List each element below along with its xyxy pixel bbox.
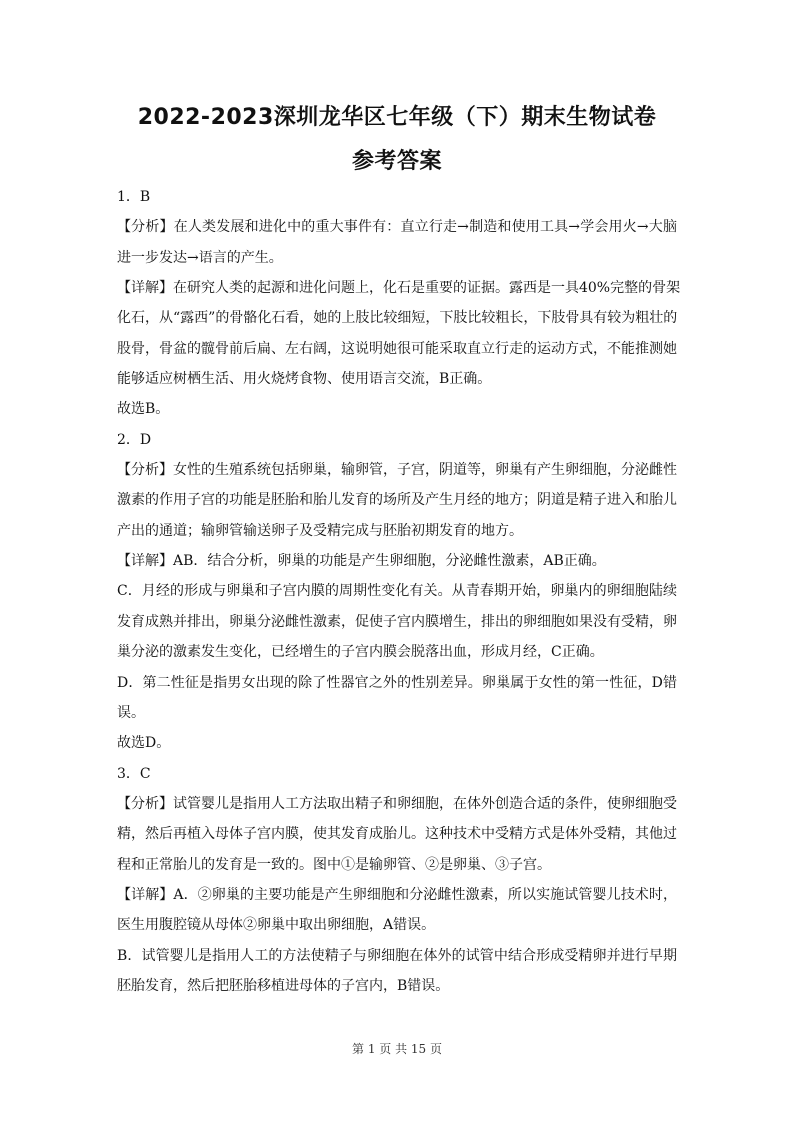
text-line: 【分析】女性的生殖系统包括卵巢，输卵管，子宫，阴道等，卵巢有产生卵细胞，分泌雌性	[117, 462, 677, 479]
text-line: 【分析】试管婴儿是指用人工方法取出精子和卵细胞，在体外创造合适的条件，使卵细胞受	[117, 795, 677, 812]
text-line: 发育成熟并排出，卵巢分泌雌性激素，促使子宫内膜增生，排出的卵细胞如果没有受精，卵	[117, 613, 677, 630]
text-line: B．试管婴儿是指用人工的方法使精子与卵细胞在体外的试管中结合形成受精卵并进行早期	[117, 947, 677, 964]
text-line: 精，然后再植入母体子宫内膜，使其发育成胎儿。这种技术中受精方式是体外受精，其他过	[117, 826, 677, 843]
page-subtitle: 参考答案	[351, 149, 442, 174]
text-line: 进一步发达→语言的产生。	[117, 249, 283, 266]
text-line: 胚胎发育，然后把胚胎移植进母体的子宫内，B错误。	[117, 977, 450, 994]
text-line: 1．B	[117, 189, 151, 205]
text-line: 2．D	[117, 431, 152, 448]
text-line: 股骨，骨盆的髋骨前后扁、左右阔，这说明她很可能采取直立行走的运动方式，不能推测她	[117, 340, 677, 357]
page-footer: 第 1 页 共 15 页	[352, 1042, 442, 1056]
text-line: 医生用腹腔镜从母体②卵巢中取出卵细胞，A错误。	[117, 917, 436, 934]
page-title: 2022-2023深圳龙华区七年级（下）期末生物试卷	[137, 105, 657, 130]
text-line: 故选D。	[117, 735, 171, 752]
text-line: 故选B。	[117, 401, 170, 418]
text-line: 【详解】AB．结合分析，卵巢的功能是产生卵细胞，分泌雌性激素，AB正确。	[117, 553, 606, 570]
text-line: 【分析】在人类发展和进化中的重大事件有：直立行走→制造和使用工具→学会用火→大脑	[117, 219, 677, 236]
text-line: 3．C	[117, 765, 151, 782]
text-line: 产出的通道；输卵管输送卵子及受精完成与胚胎初期发育的地方。	[117, 522, 523, 539]
text-line: 激素的作用子宫的功能是胚胎和胎儿发育的场所及产生月经的地方；阴道是精子进入和胎儿	[117, 492, 677, 509]
text-line: 能够适应树栖生活、用火烧烤食物、使用语言交流，B正确。	[117, 371, 492, 388]
answer-body	[117, 182, 681, 1001]
text-line: 化石，从“露西”的骨骼化石看，她的上肢比较细短，下肢比较粗长，下肢骨具有较为粗壮的	[117, 310, 678, 327]
text-line: 【详解】A．②卵巢的主要功能是产生卵细胞和分泌雌性激素，所以实施试管婴儿技术时，	[117, 886, 677, 903]
text-line: 【详解】在研究人类的起源和进化问题上，化石是重要的证据。露西是一具40%完整的骨架	[117, 280, 681, 297]
text-line: 巢分泌的激素发生变化，已经增生的子宫内膜会脱落出血，形成月经，C正确。	[117, 644, 604, 661]
text-line: 误。	[117, 704, 145, 721]
text-line: 程和正常胎儿的发育是一致的。图中①是输卵管、②是卵巢、③子宫。	[117, 856, 551, 873]
text-line: D．第二性征是指男女出现的除了性器官之外的性别差异。卵巢属于女性的第一性征，D错	[117, 674, 677, 691]
text-line: C．月经的形成与卵巢和子宫内膜的周期性变化有关。从青春期开始，卵巢内的卵细胞陆续	[117, 583, 677, 600]
